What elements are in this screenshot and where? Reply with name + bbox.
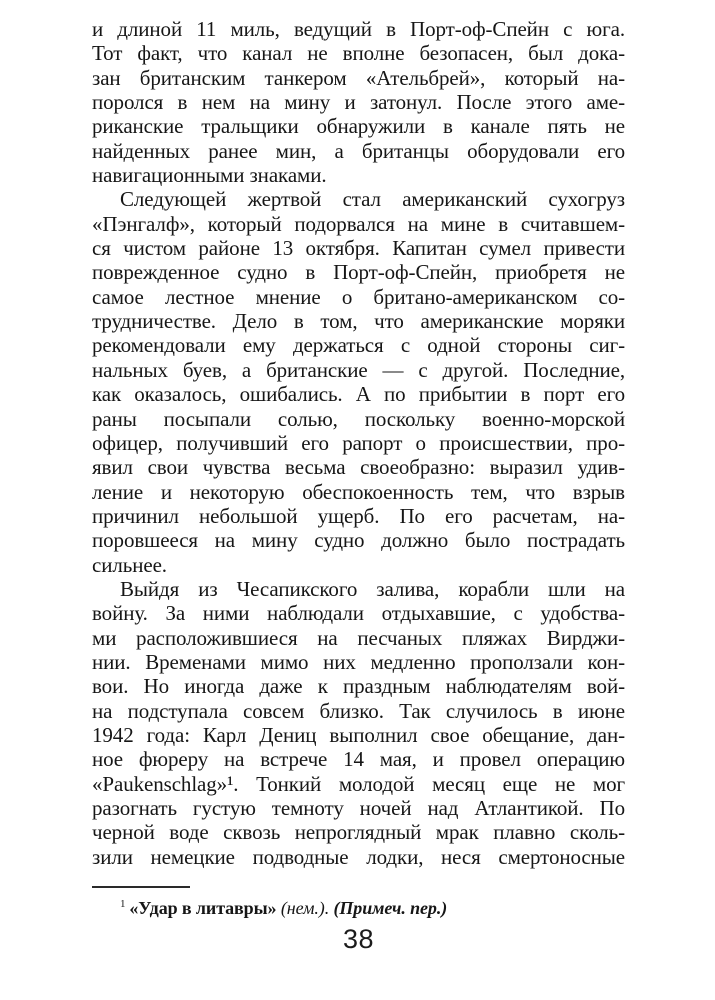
footnote-divider — [92, 886, 190, 888]
footnote — [92, 893, 625, 919]
text-line: Тот факт, что канал не вполне безопасен, был дока- — [92, 41, 625, 66]
text-line: вои. Но иногда даже к праздным наблюдателям вой- — [92, 674, 625, 699]
text-line: раны посыпали солью, поскольку военно-морской — [92, 406, 625, 431]
footnote-marker: 1 — [120, 898, 126, 910]
text-line: ное фюреру на встрече 14 мая, и провел операцию — [92, 747, 625, 772]
text-line: риканские тральщики обнаружили в канале пять не — [92, 114, 625, 139]
text-line: как оказалось, ошибались. А по прибытии в порт его — [92, 382, 625, 407]
text-line: поролся в нем на мину и затонул. После этого аме- — [92, 90, 625, 115]
text-line: навигационными знаками. — [92, 163, 327, 188]
text-line: найденных ранее мин, а британцы оборудовали его — [92, 138, 625, 163]
text-line: нии. Временами мимо них медленно проползали кон- — [92, 649, 625, 674]
text-line: «Пэнгалф», который подорвался на мине в считавшем- — [92, 211, 625, 236]
text-line: зан британским танкером «Ательбрей», который на- — [92, 65, 625, 90]
text-line: причинил небольшой ущерб. По его расчетам, на- — [92, 503, 625, 528]
page-number: 38 — [342, 924, 375, 954]
text-line: войну. За ними наблюдали отдыхавшие, с удобства- — [92, 601, 625, 626]
footnote-segment: (Примеч. пер.) — [333, 898, 448, 918]
text-line: самое лестное мнение о британо-американском со- — [92, 284, 625, 309]
text-line: офицер, получивший его рапорт о происшествии, про- — [92, 430, 625, 455]
text-line: «Paukenschlag»¹. Тонкий молодой месяц еще не мог — [92, 771, 625, 796]
text-line: зили немецкие подводные лодки, неся смертоносные — [92, 844, 625, 869]
text-line: разогнать густую темноту ночей над Атлантикой. По — [92, 796, 625, 820]
text-line: трудничестве. Дело в том, что американские моряки — [92, 309, 625, 334]
text-line: поровшееся на мину судно должно было пострадать — [92, 528, 625, 553]
text-block — [92, 17, 625, 869]
footnote-segment: «Удар в литавры» — [129, 898, 281, 918]
text-line: Выйдя из Чесапикского залива, корабли шли на — [120, 576, 625, 601]
text-line: и длиной 11 миль, ведущий в Порт-оф-Спейн с юга. — [92, 17, 625, 41]
text-line: ление и некоторую обеспокоенность тем, что взрыв — [92, 479, 625, 504]
text-line: поврежденное судно в Порт-оф-Спейн, приобретя не — [92, 260, 625, 285]
footnote-text — [129, 898, 447, 918]
text-line: явил свои чувства весьма своеобразно: выразил удив- — [92, 455, 625, 480]
text-line: ся чистом районе 13 октября. Капитан сумел привести — [92, 236, 625, 261]
text-line: ми расположившиеся на песчаных пляжах Вирджи- — [92, 625, 625, 650]
text-line: сильнее. — [92, 552, 167, 577]
text-line: черной воде сквозь непроглядный мрак плавно сколь- — [92, 820, 625, 845]
text-line: на подступала совсем близко. Так случилось в июне — [92, 698, 625, 723]
footnote-segment: (нем.). — [280, 898, 330, 918]
text-line: нальных буев, а британские — с другой. Последние, — [92, 357, 625, 382]
text-line: рекомендовали ему держаться с одной стороны сиг- — [92, 333, 625, 358]
text-line: Следующей жертвой стал американский сухогруз — [120, 187, 625, 212]
text-line: 1942 года: Карл Дениц выполнил свое обещание, дан- — [92, 722, 625, 747]
